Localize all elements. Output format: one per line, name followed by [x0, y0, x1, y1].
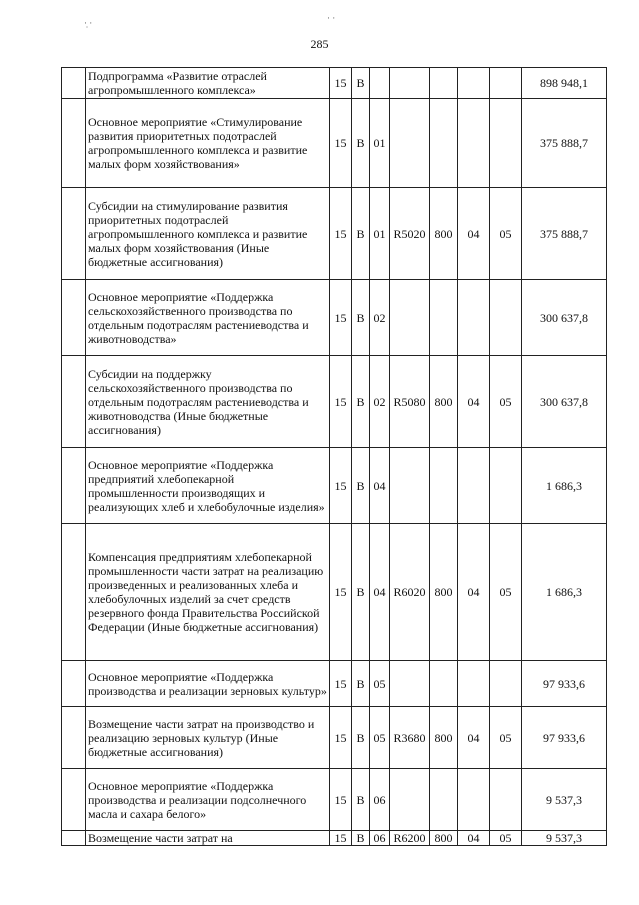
ministry-code-cell: 15: [330, 68, 352, 99]
item-name-cell: Основное мероприятие «Поддержка производства и реализации подсолнечного масла и сахара белого»: [86, 769, 330, 831]
program-code-cell: В: [352, 524, 370, 661]
target-article-cell: [390, 661, 430, 707]
amount-cell: 375 888,7: [522, 188, 607, 280]
subsection-cell: [490, 661, 522, 707]
target-article-cell: [390, 769, 430, 831]
budget-table-body: [62, 68, 607, 846]
row-number-cell: [62, 188, 86, 280]
ministry-code-cell: 15: [330, 831, 352, 846]
table-row: [62, 661, 607, 707]
section-cell: [458, 99, 490, 188]
ministry-code-cell: 15: [330, 99, 352, 188]
subsection-cell: [490, 448, 522, 524]
row-number-cell: [62, 769, 86, 831]
table-row: [62, 99, 607, 188]
expense-type-cell: [430, 68, 458, 99]
program-code-cell: В: [352, 769, 370, 831]
subsection-cell: 05: [490, 356, 522, 448]
item-name-cell: Основное мероприятие «Стимулирование развития приоритетных подотраслей агропромышленного комплекса и развитие малых форм хозяйствования»: [86, 99, 330, 188]
amount-cell: 9 537,3: [522, 831, 607, 846]
table-row: [62, 188, 607, 280]
target-article-cell: R6200: [390, 831, 430, 846]
target-article-cell: R6020: [390, 524, 430, 661]
subsection-cell: [490, 99, 522, 188]
event-code-cell: [370, 68, 390, 99]
program-code-cell: В: [352, 661, 370, 707]
ministry-code-cell: 15: [330, 661, 352, 707]
row-number-cell: [62, 280, 86, 356]
section-cell: 04: [458, 188, 490, 280]
item-name-cell: Компенсация предприятиям хлебопекарной промышленности части затрат на реализацию произведенных и реализованных хлеба и хлебобулочных изделий за счет средств резервного фонда Правительства Российской Федерации (Иные бюджетные ассигнования): [86, 524, 330, 661]
item-name-cell: Субсидии на стимулирование развития приоритетных подотраслей агропромышленного комплекса и развитие малых форм хозяйствования (Иные бюджетные ассигнования): [86, 188, 330, 280]
section-cell: 04: [458, 707, 490, 769]
item-name-cell: Основное мероприятие «Поддержка предприятий хлебопекарной промышленности производящих и реализующих хлеб и хлебобулочные изделия»: [86, 448, 330, 524]
ministry-code-cell: 15: [330, 188, 352, 280]
budget-table: [61, 67, 607, 846]
item-name-cell: Основное мероприятие «Поддержка сельскохозяйственного производства по отдельным подотраслям растениеводства и животноводства»: [86, 280, 330, 356]
section-cell: 04: [458, 524, 490, 661]
item-name-cell: Возмещение части затрат на: [86, 831, 330, 846]
amount-cell: 300 637,8: [522, 280, 607, 356]
expense-type-cell: [430, 99, 458, 188]
ministry-code-cell: 15: [330, 769, 352, 831]
program-code-cell: В: [352, 707, 370, 769]
table-row: [62, 831, 607, 846]
amount-cell: 1 686,3: [522, 524, 607, 661]
section-cell: [458, 280, 490, 356]
section-cell: [458, 448, 490, 524]
program-code-cell: В: [352, 68, 370, 99]
event-code-cell: 06: [370, 831, 390, 846]
row-number-cell: [62, 524, 86, 661]
event-code-cell: 05: [370, 707, 390, 769]
section-cell: [458, 661, 490, 707]
event-code-cell: 04: [370, 524, 390, 661]
item-name-cell: Подпрограмма «Развитие отраслей агропромышленного комплекса»: [86, 68, 330, 99]
table-row: [62, 707, 607, 769]
target-article-cell: R3680: [390, 707, 430, 769]
ministry-code-cell: 15: [330, 448, 352, 524]
row-number-cell: [62, 99, 86, 188]
event-code-cell: 02: [370, 280, 390, 356]
row-number-cell: [62, 68, 86, 99]
subsection-cell: [490, 280, 522, 356]
event-code-cell: 04: [370, 448, 390, 524]
subsection-cell: [490, 769, 522, 831]
table-row: [62, 524, 607, 661]
amount-cell: 97 933,6: [522, 661, 607, 707]
subsection-cell: [490, 68, 522, 99]
scan-speck: ·̣ ·: [84, 18, 93, 28]
target-article-cell: [390, 68, 430, 99]
table-row: [62, 68, 607, 99]
item-name-cell: Основное мероприятие «Поддержка производства и реализации зерновых культур»: [86, 661, 330, 707]
expense-type-cell: [430, 448, 458, 524]
scan-speck: · ·: [327, 13, 336, 23]
row-number-cell: [62, 356, 86, 448]
ministry-code-cell: 15: [330, 707, 352, 769]
table-row: [62, 448, 607, 524]
expense-type-cell: 800: [430, 831, 458, 846]
subsection-cell: 05: [490, 831, 522, 846]
amount-cell: 97 933,6: [522, 707, 607, 769]
target-article-cell: [390, 448, 430, 524]
item-name-cell: Возмещение части затрат на производство и реализацию зерновых культур (Иные бюджетные ассигнования): [86, 707, 330, 769]
target-article-cell: [390, 99, 430, 188]
expense-type-cell: 800: [430, 524, 458, 661]
subsection-cell: 05: [490, 524, 522, 661]
event-code-cell: 02: [370, 356, 390, 448]
table-row: [62, 769, 607, 831]
amount-cell: 375 888,7: [522, 99, 607, 188]
row-number-cell: [62, 831, 86, 846]
program-code-cell: В: [352, 448, 370, 524]
event-code-cell: 01: [370, 99, 390, 188]
section-cell: 04: [458, 356, 490, 448]
event-code-cell: 05: [370, 661, 390, 707]
ministry-code-cell: 15: [330, 524, 352, 661]
program-code-cell: В: [352, 280, 370, 356]
target-article-cell: [390, 280, 430, 356]
amount-cell: 898 948,1: [522, 68, 607, 99]
program-code-cell: В: [352, 356, 370, 448]
page-number: 285: [310, 37, 329, 51]
ministry-code-cell: 15: [330, 280, 352, 356]
event-code-cell: 06: [370, 769, 390, 831]
section-cell: 04: [458, 831, 490, 846]
table-row: [62, 280, 607, 356]
expense-type-cell: [430, 661, 458, 707]
program-code-cell: В: [352, 831, 370, 846]
program-code-cell: В: [352, 99, 370, 188]
section-cell: [458, 68, 490, 99]
event-code-cell: 01: [370, 188, 390, 280]
row-number-cell: [62, 448, 86, 524]
item-name-cell: Субсидии на поддержку сельскохозяйственного производства по отдельным подотраслям растениеводства и животноводства (Иные бюджетные ассигнования): [86, 356, 330, 448]
subsection-cell: 05: [490, 188, 522, 280]
subsection-cell: 05: [490, 707, 522, 769]
section-cell: [458, 769, 490, 831]
amount-cell: 9 537,3: [522, 769, 607, 831]
row-number-cell: [62, 707, 86, 769]
expense-type-cell: [430, 769, 458, 831]
program-code-cell: В: [352, 188, 370, 280]
amount-cell: 1 686,3: [522, 448, 607, 524]
target-article-cell: R5020: [390, 188, 430, 280]
expense-type-cell: [430, 280, 458, 356]
ministry-code-cell: 15: [330, 356, 352, 448]
expense-type-cell: 800: [430, 188, 458, 280]
table-row: [62, 356, 607, 448]
target-article-cell: R5080: [390, 356, 430, 448]
row-number-cell: [62, 661, 86, 707]
amount-cell: 300 637,8: [522, 356, 607, 448]
expense-type-cell: 800: [430, 356, 458, 448]
expense-type-cell: 800: [430, 707, 458, 769]
